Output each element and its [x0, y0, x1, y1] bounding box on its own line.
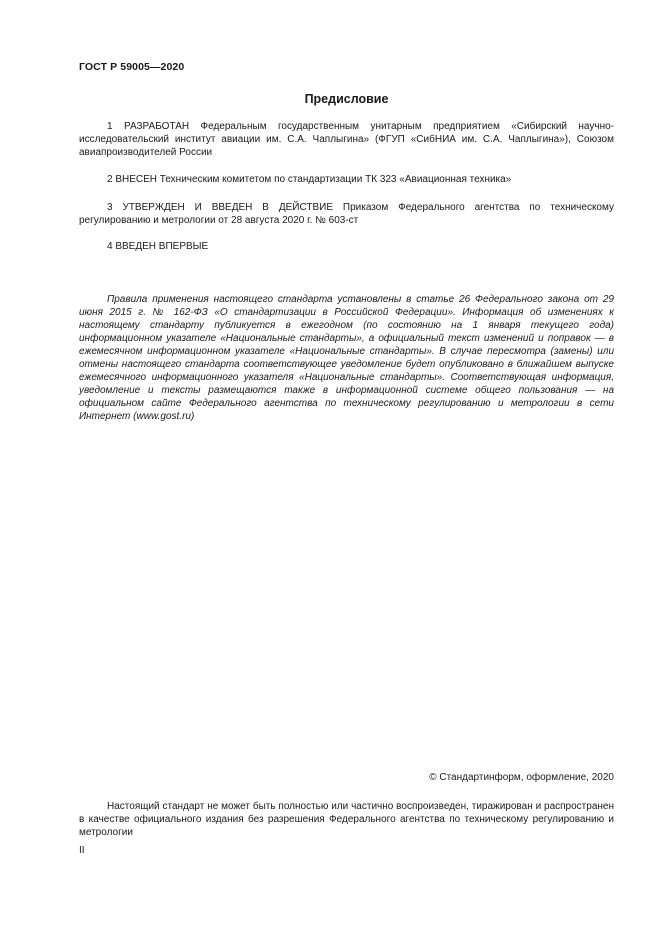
- reproduction-notice: Настоящий стандарт не может быть полностью или частично воспроизведен, тиражирован и распространен в качестве официального издания без разрешения Федерального агентства по техническому регулированию и метрологии: [79, 801, 614, 838]
- copyright-line: © Стандартинформ, оформление, 2020: [429, 772, 614, 783]
- preface-item-2: [79, 173, 614, 186]
- preface-item-3-text: Приказом Федерального агентства по техническому регулированию и метрологии от 28 августа 2020 г. № 603-ст: [79, 202, 614, 226]
- preface-item-3-caps: 3 УТВЕРЖДЕН И ВВЕДЕН В ДЕЙСТВИЕ: [107, 202, 334, 213]
- preface-title: Предисловие: [304, 92, 389, 106]
- preface-item-3: [79, 201, 614, 227]
- preface-item-1-text: Федеральным государственным унитарным предприятием «Сибирский научно-исследовательский институт авиации им. С.А. Чаплыгина» (ФГУП «СибНИА им. С.А. Чаплыгина»), Союзом авиапроизводителей России: [79, 121, 615, 158]
- preface-item-2-caps: 2 ВНЕСЕН: [107, 174, 158, 185]
- preface-item-2-text: Техническим комитетом по стандартизации ТК 323 «Авиационная техника»: [157, 174, 512, 185]
- application-rules-note: Правила применения настоящего стандарта установлены в статье 26 Федерального закона от 29 июня 2015 г. № 162-ФЗ «О стандартизации в Российской Федерации». Информация об изменениях к настоящему стандарту публикуется в ежегодном (по состоянию на 1 января текущего года) информационном указателе «Национальные стандарты», а официальный текст изменений и поправок — в ежемесячном информационном указателе «Национальные стандарты». В случае пересмотра (замены) или отмены настоящего стандарта соответствующее уведомление будет опубликовано в ближайшем выпуске ежемесячного информационного указателя «Национальные стандарты». Соответствующая информация, уведомление и тексты размещаются также в информационной системе общего пользования — на официальном сайте Федерального агентства по техническому регулированию и метрологии в сети Интернет (www.gost.ru): [79, 294, 614, 422]
- preface-item-1-caps: 1 РАЗРАБОТАН: [107, 121, 190, 132]
- preface-item-4-caps: 4 ВВЕДЕН ВПЕРВЫЕ: [107, 241, 209, 252]
- preface-item-4: [79, 240, 614, 253]
- page-number: II: [79, 845, 85, 856]
- document-id: ГОСТ Р 59005—2020: [79, 61, 185, 73]
- preface-item-1: [79, 120, 614, 159]
